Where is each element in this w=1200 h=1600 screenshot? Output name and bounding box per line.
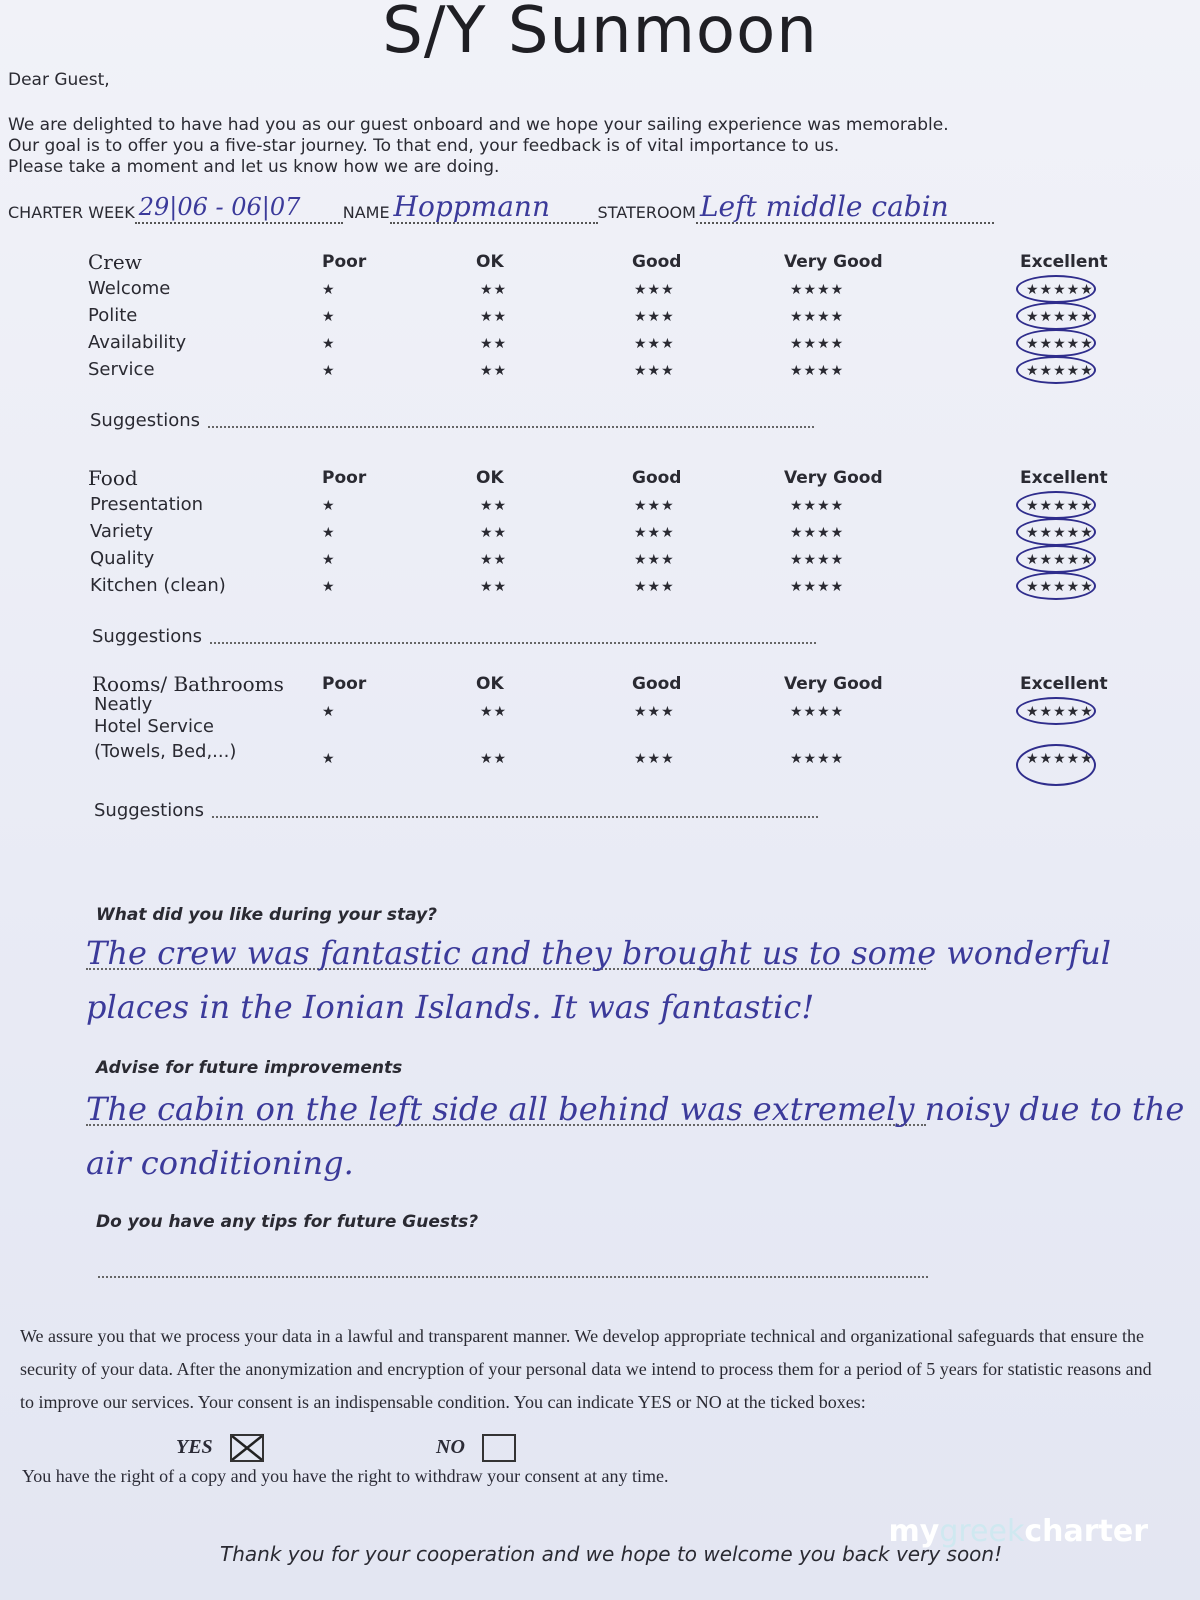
charter-info-row xyxy=(8,192,994,224)
charter-week-label: CHARTER WEEK xyxy=(8,203,135,222)
rating-star-option[interactable]: ★★★★★ xyxy=(1026,498,1094,514)
rating-item-label: Availability xyxy=(88,332,187,353)
yes-checkbox[interactable] xyxy=(230,1434,264,1462)
brand-watermark xyxy=(888,1514,1148,1549)
rating-selection-circle xyxy=(1016,329,1096,357)
yacht-title: S/Y Sunmoon xyxy=(382,0,818,68)
liked-answer[interactable]: The crew was fantastic and they brought us to some wonderful places in the Ionian Islands. It was fantastic! xyxy=(86,934,1112,1026)
rating-star-option[interactable]: ★★★★ xyxy=(790,336,845,352)
rating-column-header: Poor xyxy=(322,252,367,272)
rating-star-option[interactable]: ★★★★★ xyxy=(1026,336,1094,352)
rating-star-option[interactable]: ★★★ xyxy=(634,363,675,379)
rating-star-option[interactable]: ★★★★ xyxy=(790,552,845,568)
rating-selection-circle xyxy=(1016,697,1096,725)
brand-part-charter: charter xyxy=(1024,1514,1148,1549)
rating-selection-circle xyxy=(1016,356,1096,384)
rating-column-header: Good xyxy=(632,674,682,694)
rating-star-option[interactable]: ★★ xyxy=(480,282,508,298)
stateroom-field[interactable]: Left middle cabin xyxy=(696,192,994,224)
suggestions-label: Suggestions xyxy=(90,410,200,431)
rating-selection-circle xyxy=(1016,275,1096,303)
rating-column-header: Poor xyxy=(322,674,367,694)
rating-item-label: Presentation xyxy=(90,494,204,515)
rating-star-option[interactable]: ★ xyxy=(322,552,336,568)
rating-item-label: Kitchen (clean) xyxy=(90,575,226,596)
yes-label: YES xyxy=(176,1436,213,1458)
tips-answer-line[interactable] xyxy=(98,1276,928,1278)
suggestions-label: Suggestions xyxy=(92,626,202,647)
rating-column-header: Good xyxy=(632,252,682,272)
rating-column-header: OK xyxy=(476,468,504,488)
suggestions-answer-line[interactable] xyxy=(210,642,816,644)
rating-star-option[interactable]: ★★ xyxy=(480,525,508,541)
greeting: Dear Guest, xyxy=(8,70,110,90)
name-field[interactable]: Hoppmann xyxy=(390,192,598,224)
rating-item-label: (Towels, Bed,...) xyxy=(94,741,237,762)
rating-column-header: Poor xyxy=(322,468,367,488)
rating-star-option[interactable]: ★ xyxy=(322,579,336,595)
rating-star-option[interactable]: ★ xyxy=(322,751,336,767)
section-heading: Crew xyxy=(88,250,142,274)
rating-star-option[interactable]: ★★★★★ xyxy=(1026,363,1094,379)
brand-part-greek: greek xyxy=(939,1514,1025,1549)
rating-star-option[interactable]: ★★★★ xyxy=(790,363,845,379)
rating-selection-circle xyxy=(1016,302,1096,330)
improve-answer[interactable]: The cabin on the left side all behind was extremely noisy due to the air conditioning. xyxy=(86,1090,1185,1182)
rating-star-option[interactable]: ★★★★★ xyxy=(1026,525,1094,541)
rating-star-option[interactable]: ★★★ xyxy=(634,336,675,352)
thank-you-message: Thank you for your cooperation and we hope to welcome you back very soon! xyxy=(220,1542,1003,1566)
intro-line-1: We are delighted to have had you as our guest onboard and we hope your sailing experience was memorable. xyxy=(8,115,949,135)
rating-star-option[interactable]: ★★★ xyxy=(634,751,675,767)
rating-column-header: Excellent xyxy=(1020,252,1108,272)
rating-star-option[interactable]: ★★ xyxy=(480,751,508,767)
rating-star-option[interactable]: ★★★ xyxy=(634,498,675,514)
rating-item-label: Welcome xyxy=(88,278,171,299)
rating-item-label: Service xyxy=(88,359,155,380)
rating-selection-circle xyxy=(1016,545,1096,573)
rating-column-header: Excellent xyxy=(1020,674,1108,694)
rating-star-option[interactable]: ★★ xyxy=(480,579,508,595)
rating-star-option[interactable]: ★★ xyxy=(480,552,508,568)
rating-star-option[interactable]: ★★★★ xyxy=(790,282,845,298)
rating-star-option[interactable]: ★★★★★ xyxy=(1026,282,1094,298)
stateroom-label: STATEROOM xyxy=(597,203,696,222)
rating-star-option[interactable]: ★★★★ xyxy=(790,579,845,595)
rating-star-option[interactable]: ★ xyxy=(322,336,336,352)
tips-question: Do you have any tips for future Guests? xyxy=(96,1212,479,1232)
rating-column-header: Very Good xyxy=(784,674,883,694)
rating-star-option[interactable]: ★★★ xyxy=(634,552,675,568)
rating-star-option[interactable]: ★★★★★ xyxy=(1026,309,1094,325)
rating-column-header: Very Good xyxy=(784,468,883,488)
yes-check-mark-icon xyxy=(232,1436,262,1460)
rating-item-label: Hotel Service xyxy=(94,716,214,737)
rating-item-label: Polite xyxy=(88,305,138,326)
rating-selection-circle xyxy=(1016,518,1096,546)
rights-statement: You have the right of a copy and you have the right to withdraw your consent at any time. xyxy=(22,1466,669,1486)
suggestions-answer-line[interactable] xyxy=(212,816,818,818)
rating-star-option[interactable]: ★★★★★ xyxy=(1026,751,1094,767)
rating-star-option[interactable]: ★★★★★ xyxy=(1026,704,1094,720)
rating-star-option[interactable]: ★★★★★ xyxy=(1026,552,1094,568)
rating-star-option[interactable]: ★ xyxy=(322,498,336,514)
rating-item-label: Variety xyxy=(90,521,154,542)
rating-column-header: Good xyxy=(632,468,682,488)
section-heading: Food xyxy=(88,466,138,490)
rating-column-header: Excellent xyxy=(1020,468,1108,488)
rating-item-label: Quality xyxy=(90,548,155,569)
rating-star-option[interactable]: ★★ xyxy=(480,704,508,720)
rating-star-option[interactable]: ★★ xyxy=(480,336,508,352)
rating-star-option[interactable]: ★★★★ xyxy=(790,704,845,720)
rating-star-option[interactable]: ★★★ xyxy=(634,579,675,595)
suggestions-answer-line[interactable] xyxy=(208,426,814,428)
rating-star-option[interactable]: ★★ xyxy=(480,363,508,379)
rating-star-option[interactable]: ★ xyxy=(322,525,336,541)
improve-question: Advise for future improvements xyxy=(96,1058,403,1078)
rating-selection-circle xyxy=(1016,572,1096,600)
brand-part-my: my xyxy=(888,1514,940,1549)
liked-question: What did you like during your stay? xyxy=(96,905,438,925)
section-heading: Rooms/ Bathrooms xyxy=(92,672,284,696)
rating-item-label: Neatly xyxy=(94,694,153,715)
no-label: NO xyxy=(436,1436,465,1458)
name-label: NAME xyxy=(342,203,390,222)
rating-star-option[interactable]: ★ xyxy=(322,309,336,325)
rating-star-option[interactable]: ★ xyxy=(322,363,336,379)
rating-star-option[interactable]: ★★★★ xyxy=(790,525,845,541)
rating-column-header: OK xyxy=(476,252,504,272)
rating-star-option[interactable]: ★★★★★ xyxy=(1026,579,1094,595)
rating-star-option[interactable]: ★★★★ xyxy=(790,498,845,514)
rating-column-header: OK xyxy=(476,674,504,694)
rating-column-header: Very Good xyxy=(784,252,883,272)
rating-star-option[interactable]: ★★ xyxy=(480,498,508,514)
intro-line-3: Please take a moment and let us know how we are doing. xyxy=(8,157,500,177)
rating-star-option[interactable]: ★★★★ xyxy=(790,309,845,325)
rating-selection-circle xyxy=(1016,491,1096,519)
intro-line-2: Our goal is to offer you a five-star journey. To that end, your feedback is of vital importance to us. xyxy=(8,136,840,156)
rating-star-option[interactable]: ★★★ xyxy=(634,282,675,298)
charter-week-field[interactable]: 29|06 - 06|07 xyxy=(135,192,343,224)
rating-selection-circle xyxy=(1016,744,1096,786)
rating-star-option[interactable]: ★★★ xyxy=(634,704,675,720)
rating-star-option[interactable]: ★★ xyxy=(480,309,508,325)
no-checkbox[interactable] xyxy=(482,1434,516,1462)
rating-star-option[interactable]: ★★★ xyxy=(634,309,675,325)
privacy-statement: We assure you that we process your data in a lawful and transparent manner. We develop appropriate technical and organizational safeguards that ensure the security of your data. After the anonymization and encryption of your personal data we intend to process them for a period of 5 years for statistic reasons and to improve our services. Your consent is an indispensable condition. You can indicate YES or NO at the ticked boxes: xyxy=(20,1326,1152,1412)
suggestions-label: Suggestions xyxy=(94,800,204,821)
rating-star-option[interactable]: ★★★ xyxy=(634,525,675,541)
rating-star-option[interactable]: ★ xyxy=(322,704,336,720)
rating-star-option[interactable]: ★★★★ xyxy=(790,751,845,767)
rating-star-option[interactable]: ★ xyxy=(322,282,336,298)
